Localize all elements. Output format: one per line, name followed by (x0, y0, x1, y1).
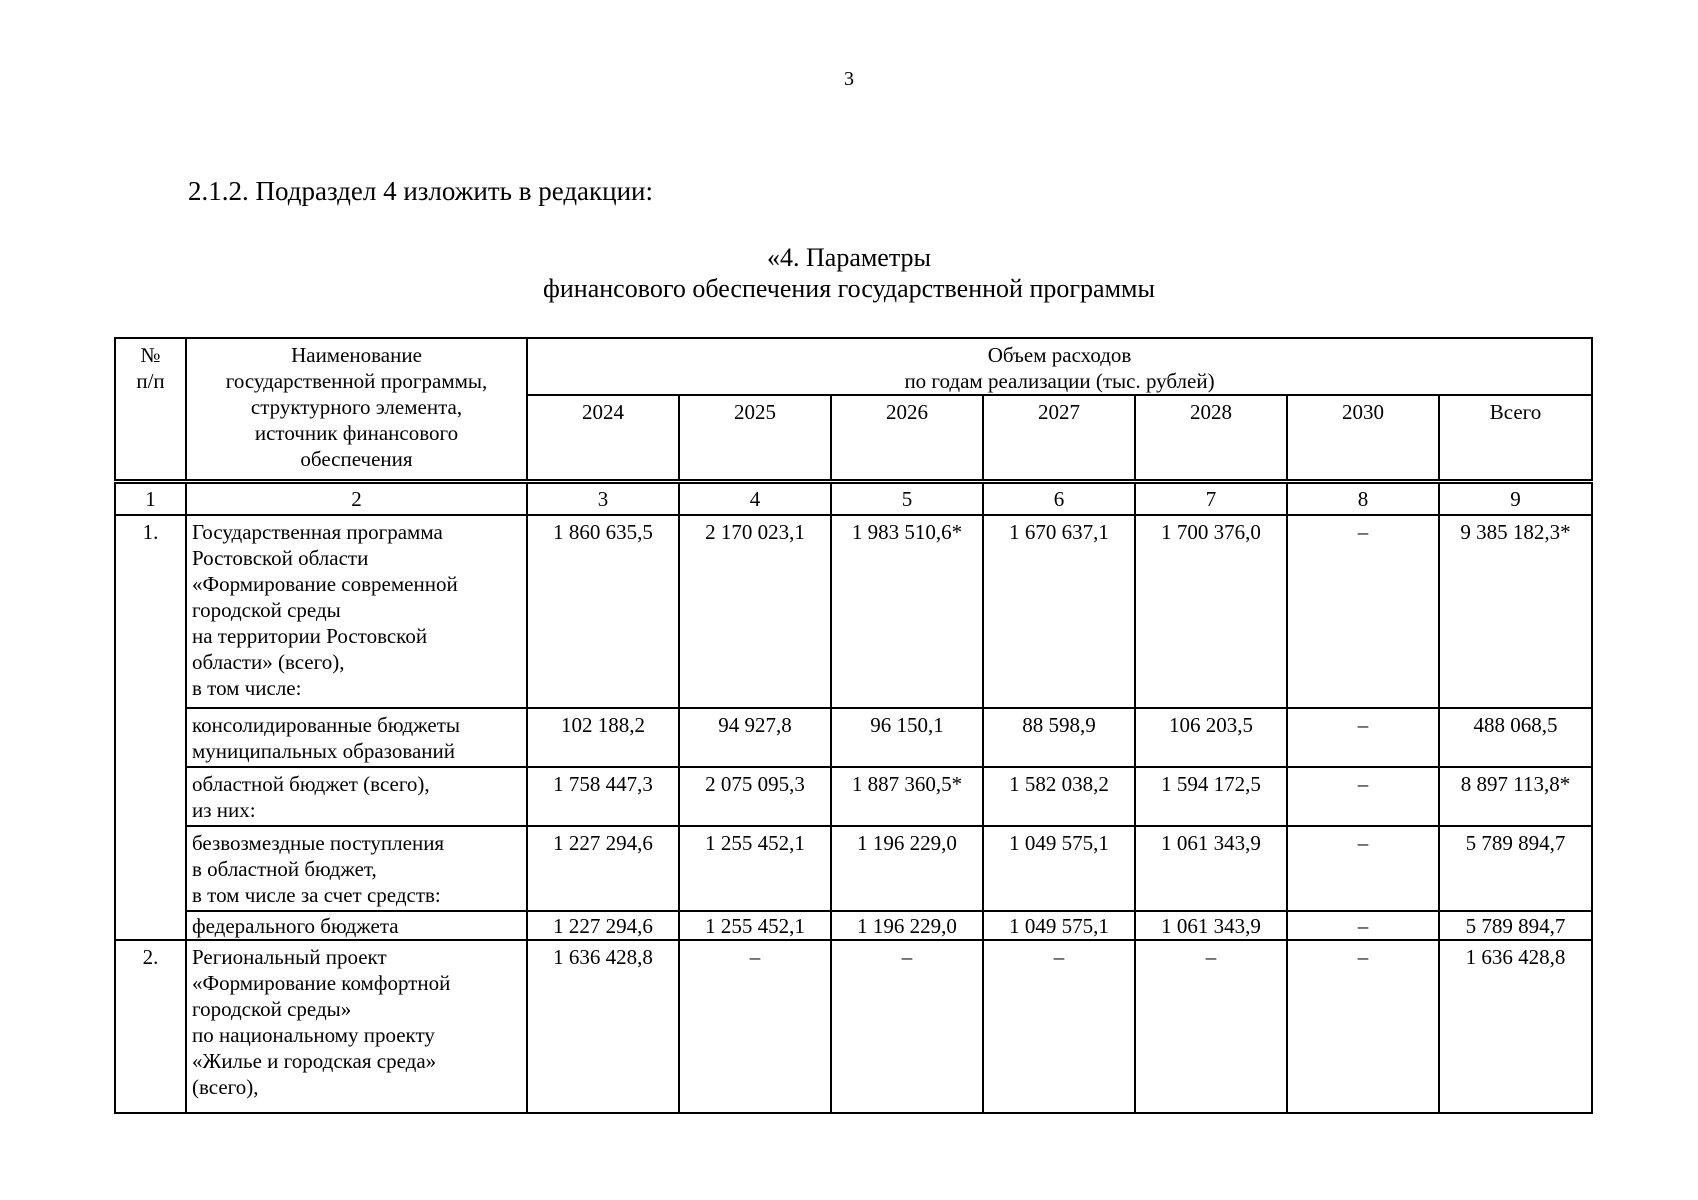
table-title-line-1: «4. Параметры (767, 243, 931, 272)
table-row (115, 911, 1592, 940)
value-cell: 1 227 294,6 (527, 826, 679, 911)
row-name: федерального бюджета (186, 911, 527, 940)
header-row-1 (115, 338, 1592, 395)
value-cell: 1 061 343,9 (1135, 911, 1287, 940)
column-number: 6 (983, 482, 1135, 516)
value-cell: 1 670 637,1 (983, 515, 1135, 708)
header-year: 2030 (1287, 395, 1439, 482)
value-cell: 106 203,5 (1135, 708, 1287, 767)
header-total: Всего (1439, 395, 1592, 482)
value-cell: – (679, 940, 831, 1113)
value-cell: 94 927,8 (679, 708, 831, 767)
header-year: 2028 (1135, 395, 1287, 482)
table-row (115, 708, 1592, 767)
value-cell: 1 700 376,0 (1135, 515, 1287, 708)
value-cell: 1 049 575,1 (983, 911, 1135, 940)
value-cell: – (1135, 940, 1287, 1113)
value-cell: 2 075 095,3 (679, 767, 831, 826)
value-cell: 1 049 575,1 (983, 826, 1135, 911)
table-row (115, 515, 1592, 708)
value-cell: – (1287, 940, 1439, 1113)
table-row (115, 767, 1592, 826)
header-year: 2026 (831, 395, 983, 482)
value-cell: – (1287, 708, 1439, 767)
value-cell: 1 594 172,5 (1135, 767, 1287, 826)
header-volume: Объем расходов по годам реализации (тыс. рублей) (527, 338, 1592, 395)
financing-table (114, 337, 1593, 1114)
value-cell: 1 227 294,6 (527, 911, 679, 940)
column-number: 3 (527, 482, 679, 516)
total-cell: 1 636 428,8 (1439, 940, 1592, 1113)
value-cell: 88 598,9 (983, 708, 1135, 767)
value-cell: – (1287, 767, 1439, 826)
value-cell: 1 196 229,0 (831, 826, 983, 911)
value-cell: – (983, 940, 1135, 1113)
value-cell: 1 983 510,6* (831, 515, 983, 708)
column-number-row (115, 482, 1592, 516)
total-cell: 5 789 894,7 (1439, 826, 1592, 911)
column-number: 5 (831, 482, 983, 516)
value-cell: 1 061 343,9 (1135, 826, 1287, 911)
column-number: 8 (1287, 482, 1439, 516)
value-cell: 1 860 635,5 (527, 515, 679, 708)
header-name: Наименование государственной программы, структурного элемента, источник финансового обеспечения (186, 338, 527, 482)
column-number: 9 (1439, 482, 1592, 516)
table-title (0, 242, 1698, 304)
header-num: № п/п (115, 338, 186, 482)
value-cell: – (1287, 515, 1439, 708)
row-name: областной бюджет (всего), из них: (186, 767, 527, 826)
row-name: Государственная программа Ростовской области «Формирование современной городской среды на территории Ростовской области» (всего), в том числе: (186, 515, 527, 708)
row-name: безвозмездные поступления в областной бюджет, в том числе за счет средств: (186, 826, 527, 911)
header-year: 2025 (679, 395, 831, 482)
column-number: 7 (1135, 482, 1287, 516)
value-cell: – (1287, 826, 1439, 911)
amendment-paragraph: 2.1.2. Подраздел 4 изложить в редакции: (188, 176, 654, 206)
row-num: 2. (115, 940, 186, 1113)
table-row (115, 826, 1592, 911)
value-cell: 1 636 428,8 (527, 940, 679, 1113)
value-cell: 1 255 452,1 (679, 826, 831, 911)
value-cell: 2 170 023,1 (679, 515, 831, 708)
column-number: 1 (115, 482, 186, 516)
header-year: 2024 (527, 395, 679, 482)
total-cell: 5 789 894,7 (1439, 911, 1592, 940)
value-cell: – (831, 940, 983, 1113)
value-cell: 96 150,1 (831, 708, 983, 767)
header-year: 2027 (983, 395, 1135, 482)
value-cell: 1 255 452,1 (679, 911, 831, 940)
total-cell: 9 385 182,3* (1439, 515, 1592, 708)
value-cell: – (1287, 911, 1439, 940)
table-row (115, 940, 1592, 1113)
row-name: Региональный проект «Формирование комфортной городской среды» по национальному проекту «Жилье и городская среда» (всего), (186, 940, 527, 1113)
row-name: консолидированные бюджеты муниципальных образований (186, 708, 527, 767)
value-cell: 102 188,2 (527, 708, 679, 767)
total-cell: 488 068,5 (1439, 708, 1592, 767)
value-cell: 1 887 360,5* (831, 767, 983, 826)
total-cell: 8 897 113,8* (1439, 767, 1592, 826)
column-number: 4 (679, 482, 831, 516)
value-cell: 1 758 447,3 (527, 767, 679, 826)
page-number: 3 (844, 68, 854, 90)
value-cell: 1 196 229,0 (831, 911, 983, 940)
value-cell: 1 582 038,2 (983, 767, 1135, 826)
table-title-line-2: финансового обеспечения государственной программы (543, 274, 1155, 303)
column-number: 2 (186, 482, 527, 516)
row-num: 1. (115, 515, 186, 940)
